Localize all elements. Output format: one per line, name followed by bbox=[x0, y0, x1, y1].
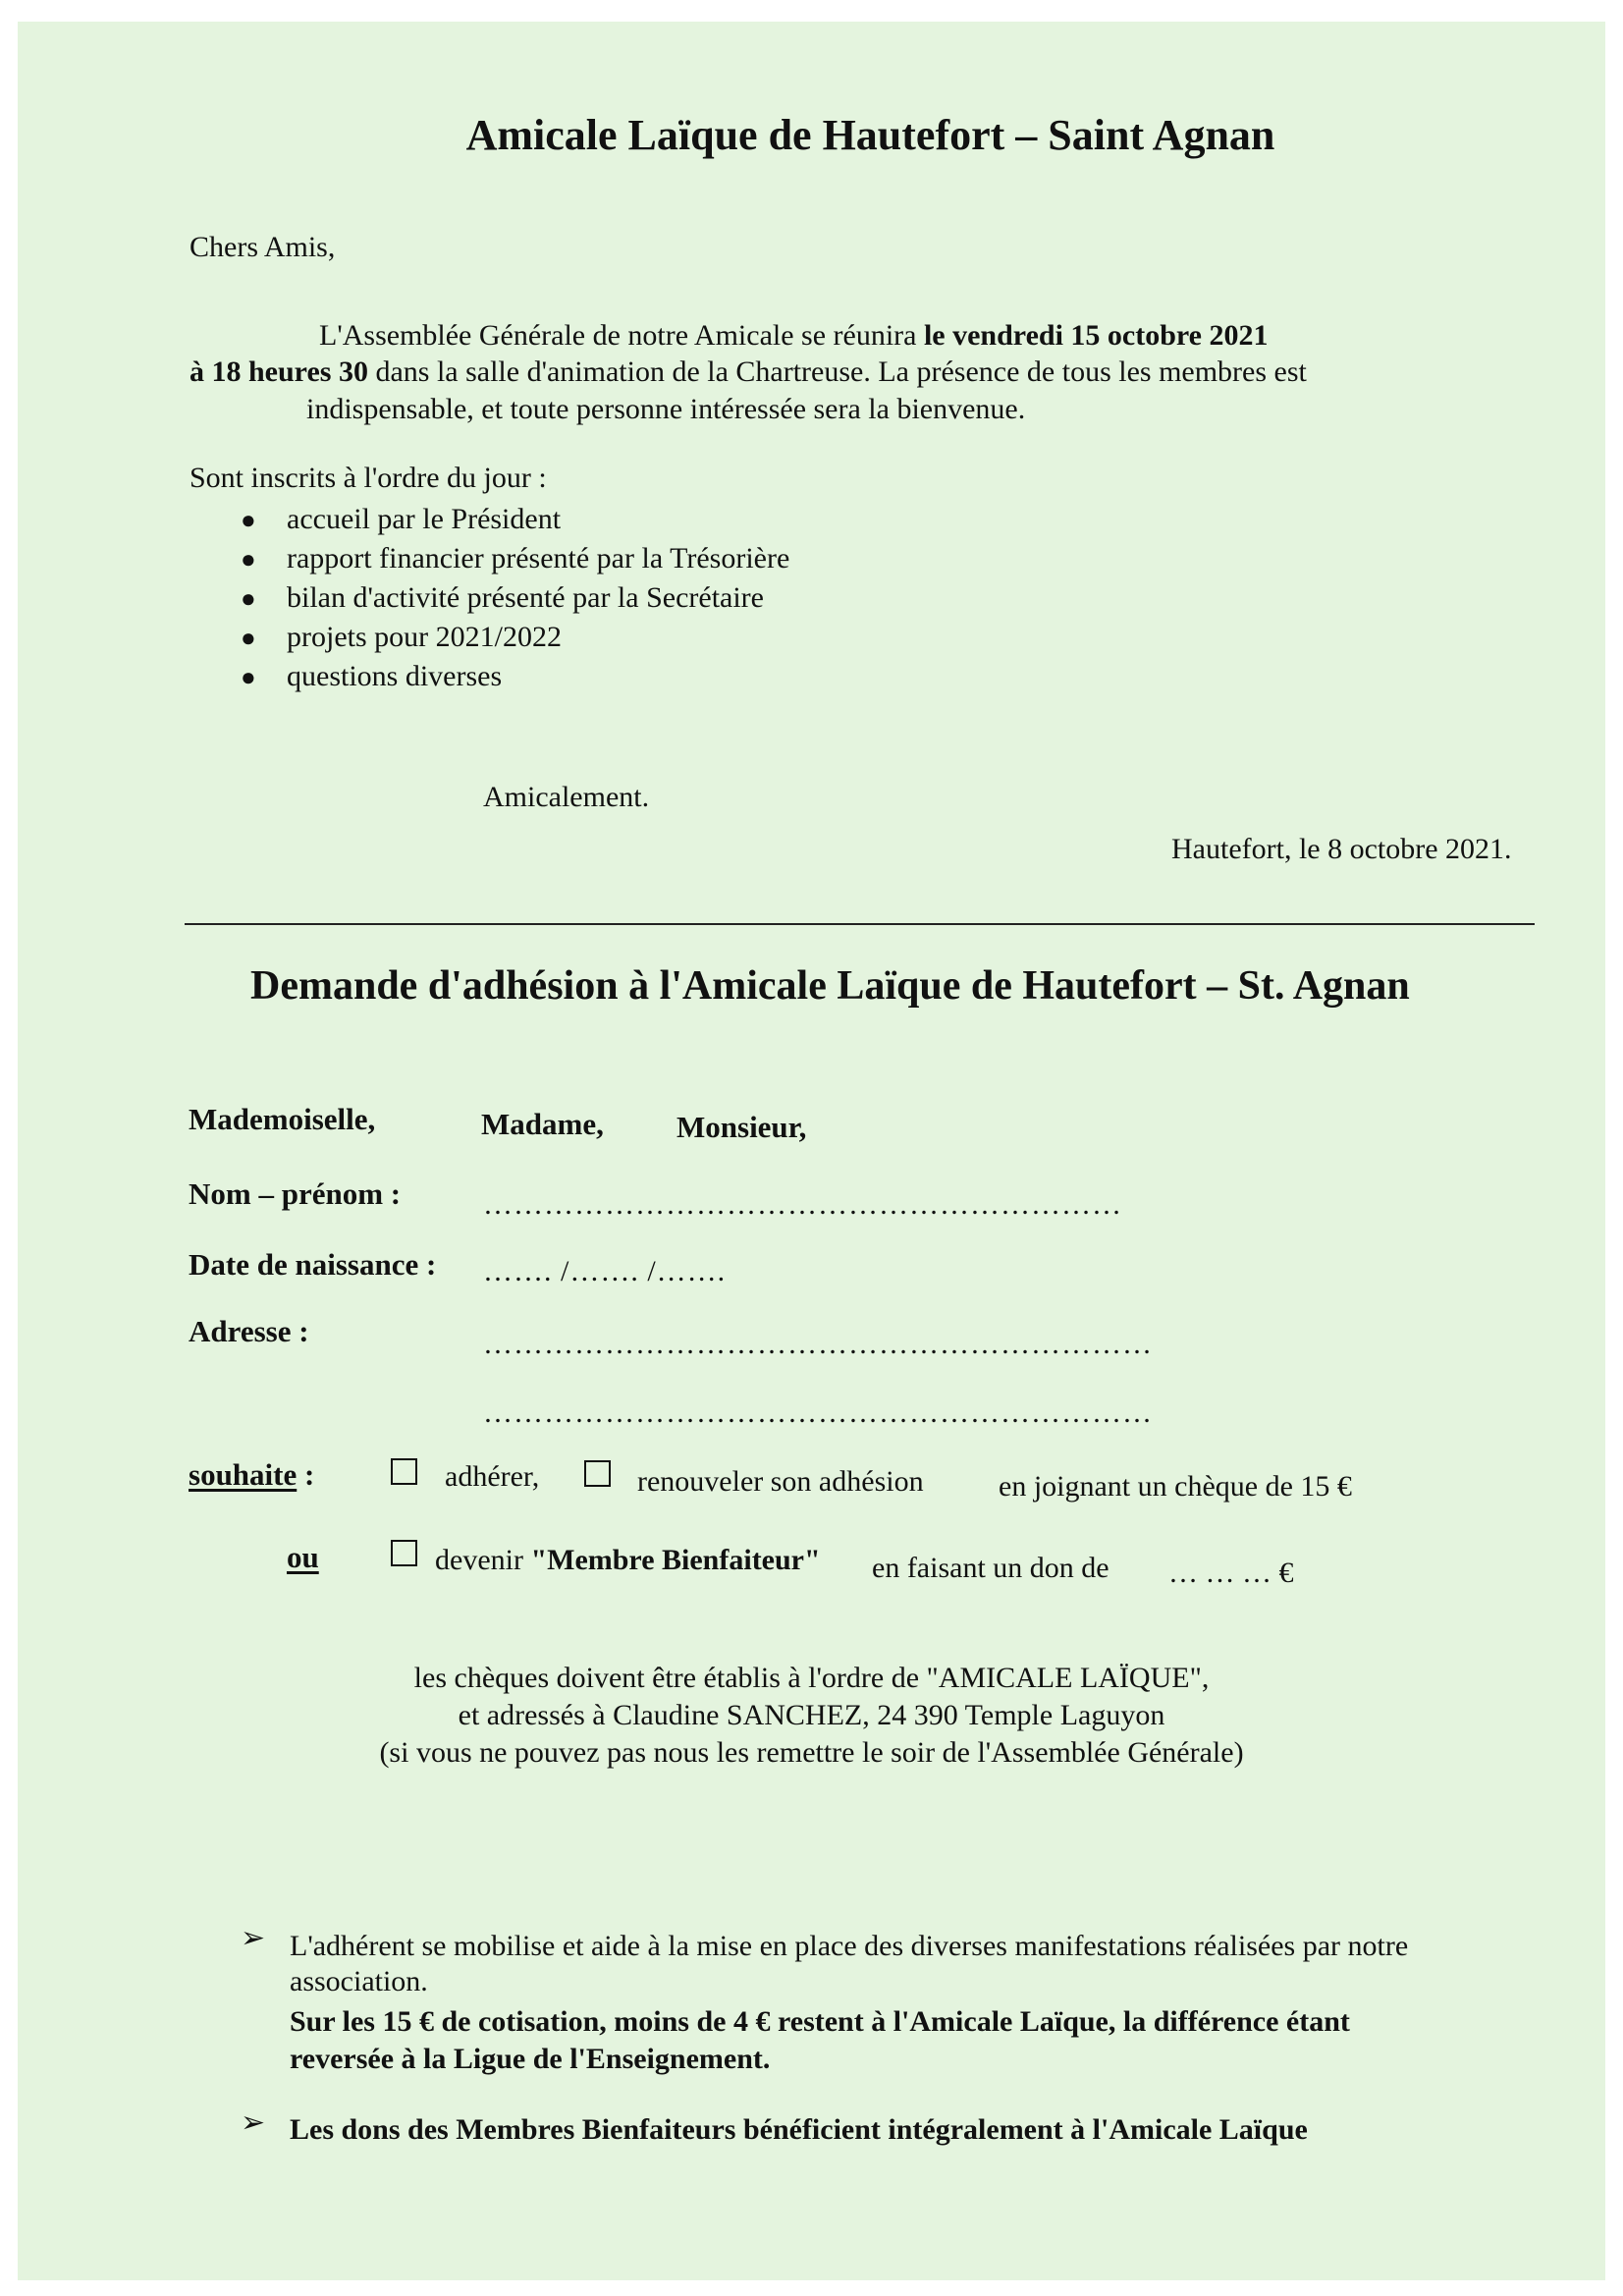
note-1-bold-line-1: Sur les 15 € de cotisation, moins de 4 € restent à l'Amicale Laïque, la différence étant bbox=[290, 2005, 1350, 2038]
donor-option-label bbox=[435, 1544, 821, 1577]
civility-monsieur[interactable]: Monsieur, bbox=[676, 1110, 807, 1144]
join-checkbox[interactable] bbox=[391, 1458, 417, 1485]
renew-checkbox[interactable] bbox=[584, 1460, 611, 1487]
note-1-line-1: L'adhérent se mobilise et aide à la mise en place des diverses manifestations réalisées par notre bbox=[290, 1930, 1409, 1962]
donation-amount-field[interactable]: … … … € bbox=[1168, 1557, 1294, 1589]
address-label: Adresse : bbox=[189, 1314, 309, 1348]
note-2: Les dons des Membres Bienfaiteurs bénéficient intégralement à l'Amicale Laïque bbox=[290, 2113, 1308, 2146]
note-1-line-2: association. bbox=[290, 1965, 428, 1997]
donor-option-bold: "Membre Bienfaiteur" bbox=[530, 1544, 821, 1576]
page-title: Amicale Laïque de Hautefort – Saint Agnan bbox=[465, 111, 1275, 159]
agenda-intro: Sont inscrits à l'ordre du jour : bbox=[189, 462, 547, 494]
agenda-item: projets pour 2021/2022 bbox=[287, 621, 562, 653]
or-label-text: ou bbox=[287, 1540, 319, 1574]
bullet-icon: ● bbox=[241, 545, 256, 574]
letter-line-2 bbox=[189, 355, 1307, 389]
address-field-2[interactable]: ………………………………………………………… bbox=[483, 1396, 1153, 1429]
payment-line-2: et adressés à Claudine SANCHEZ, 24 390 Temple Laguyon bbox=[458, 1699, 1165, 1731]
greeting: Chers Amis, bbox=[189, 231, 336, 263]
donor-checkbox[interactable] bbox=[391, 1540, 417, 1566]
bullet-icon: ● bbox=[241, 506, 256, 534]
payment-line-1: les chèques doivent être établis à l'ordre de "AMICALE LAÏQUE", bbox=[413, 1662, 1210, 1694]
place-date: Hautefort, le 8 octobre 2021. bbox=[1171, 833, 1512, 865]
letter-line-1 bbox=[319, 319, 1269, 353]
wish-label bbox=[189, 1457, 314, 1493]
letter-line-2-regular: dans la salle d'animation de la Chartreuse. La présence de tous les membres est bbox=[367, 355, 1307, 388]
agenda-item: questions diverses bbox=[287, 660, 503, 692]
agenda-item: rapport financier présenté par la Trésorière bbox=[287, 542, 790, 574]
closing: Amicalement. bbox=[483, 781, 650, 813]
agenda-item: bilan d'activité présenté par la Secrétaire bbox=[287, 581, 764, 614]
arrow-bullet-icon: ➢ bbox=[241, 2106, 266, 2139]
name-label: Nom – prénom : bbox=[189, 1176, 402, 1211]
wish-label-text: souhaite bbox=[189, 1457, 298, 1492]
wish-colon: : bbox=[297, 1457, 315, 1492]
form-title: Demande d'adhésion à l'Amicale Laïque de Hautefort – St. Agnan bbox=[250, 963, 1410, 1009]
birth-date-field[interactable]: ……. /……. /……. bbox=[483, 1255, 727, 1287]
arrow-bullet-icon: ➢ bbox=[241, 1922, 266, 1954]
donor-option-prefix: devenir bbox=[435, 1544, 531, 1576]
civility-mademoiselle[interactable]: Mademoiselle, bbox=[189, 1102, 376, 1136]
meeting-time: à 18 heures 30 bbox=[189, 355, 368, 388]
bullet-icon: ● bbox=[241, 584, 256, 613]
cheque-amount-text: en joignant un chèque de 15 € bbox=[999, 1470, 1352, 1503]
section-divider bbox=[185, 923, 1535, 925]
birth-date-label: Date de naissance : bbox=[189, 1247, 437, 1282]
letter-line-3: indispensable, et toute personne intéressée sera la bienvenue. bbox=[306, 393, 1026, 425]
join-option-label: adhérer, bbox=[445, 1460, 540, 1493]
donation-text: en faisant un don de bbox=[872, 1552, 1109, 1584]
meeting-date: le vendredi 15 octobre 2021 bbox=[923, 319, 1269, 352]
renew-option-label: renouveler son adhésion bbox=[637, 1465, 924, 1498]
note-1-bold-line-2: reversée à la Ligue de l'Enseignement. bbox=[290, 2043, 771, 2075]
bullet-icon: ● bbox=[241, 663, 256, 691]
or-label bbox=[287, 1540, 319, 1575]
bullet-icon: ● bbox=[241, 624, 256, 652]
letter-line-1-regular: L'Assemblée Générale de notre Amicale se réunira bbox=[319, 319, 924, 352]
payment-line-3: (si vous ne pouvez pas nous les remettre le soir de l'Assemblée Générale) bbox=[379, 1736, 1244, 1769]
name-field[interactable]: ……………………………………………………… bbox=[483, 1188, 1122, 1221]
civility-madame[interactable]: Madame, bbox=[481, 1107, 604, 1141]
address-field-1[interactable]: ………………………………………………………… bbox=[483, 1328, 1153, 1360]
agenda-item: accueil par le Président bbox=[287, 503, 562, 535]
